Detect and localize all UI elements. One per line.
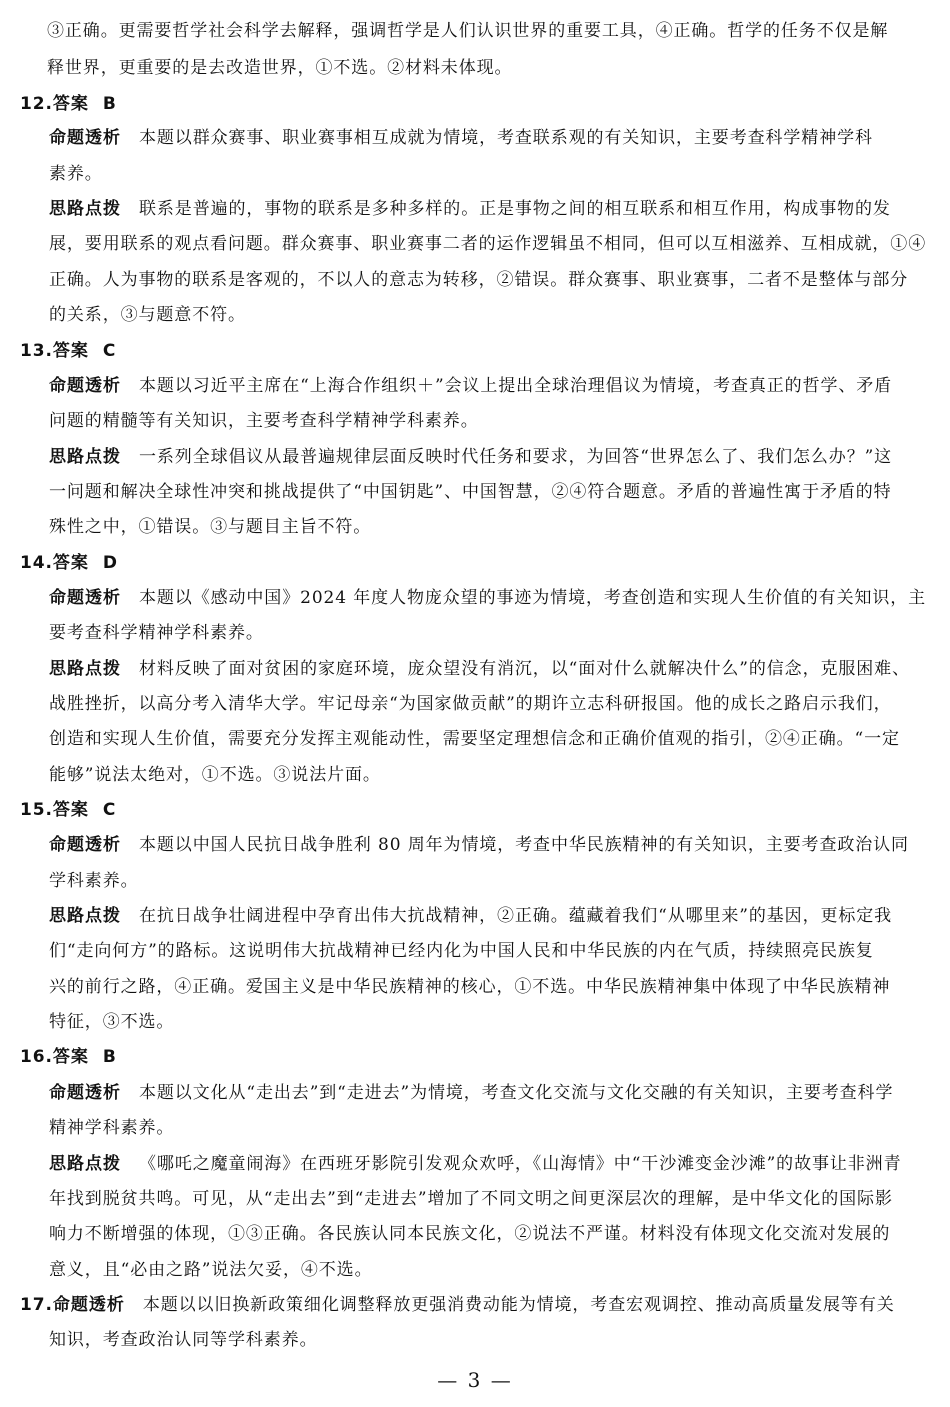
analysis-text: 本题以群众赛事、职业赛事相互成就为情境，考查联系观的有关知识，主要考查科学精神学科 bbox=[139, 128, 873, 148]
question-15-header bbox=[20, 799, 116, 821]
question-number: 13. bbox=[20, 341, 53, 361]
hint-line: 们“走向何方”的路标。这说明伟大抗战精神已经内化为中国人民和中华民族的内在气质，持续照亮民族复 bbox=[49, 941, 874, 961]
hint-label: 思路点拨 bbox=[49, 906, 121, 926]
hint-text: 材料反映了面对贫困的家庭环境，庞众望没有消沉，以“面对什么就解决什么”的信念，克服困难、 bbox=[139, 659, 910, 679]
hint-line: 殊性之中，①错误。③与题目主旨不符。 bbox=[49, 517, 372, 537]
analysis-line bbox=[49, 127, 873, 149]
question-number: 17. bbox=[20, 1295, 53, 1315]
hint-text: 在抗日战争壮阔进程中孕育出伟大抗战精神，②正确。蕴藏着我们“从哪里来”的基因，更标定我 bbox=[139, 906, 893, 926]
answer-label: 答案 bbox=[52, 800, 89, 820]
hint-line: 战胜挫折，以高分考入清华大学。牢记母亲“为国家做贡献”的期许立志科研报国。他的成长之路启示我们， bbox=[49, 694, 892, 714]
answer-label: 答案 bbox=[52, 94, 89, 114]
hint-label: 思路点拨 bbox=[49, 447, 121, 467]
question-number: 15. bbox=[20, 800, 53, 820]
question-17-header bbox=[20, 1294, 895, 1316]
analysis-line bbox=[49, 834, 909, 856]
analysis-line: 要考查科学精神学科素养。 bbox=[49, 623, 264, 643]
analysis-line: 知识，考查政治认同等学科素养。 bbox=[49, 1330, 318, 1350]
analysis-text: 本题以中国人民抗日战争胜利 80 周年为情境，考查中华民族精神的有关知识，主要考查政治认同 bbox=[139, 835, 909, 855]
hint-label: 思路点拨 bbox=[49, 199, 121, 219]
question-number: 16. bbox=[20, 1047, 53, 1067]
hint-line bbox=[49, 905, 892, 927]
analysis-text: 本题以以旧换新政策细化调整释放更强消费动能为情境，考查宏观调控、推动高质量发展等有关 bbox=[142, 1295, 895, 1315]
analysis-line bbox=[49, 587, 926, 609]
analysis-text: 本题以文化从“走出去”到“走进去”为情境，考查文化交流与文化交融的有关知识，主要考查科学 bbox=[139, 1083, 894, 1103]
hint-line: 特征，③不选。 bbox=[49, 1012, 175, 1032]
hint-line: 响力不断增强的体现，①③正确。各民族认同本民族文化，②说法不严谨。材料没有体现文化交流对发展的 bbox=[49, 1224, 891, 1244]
hint-line: 正确。人为事物的联系是客观的，不以人的意志为转移，②错误。群众赛事、职业赛事，二者不是整体与部分 bbox=[49, 270, 909, 290]
hint-line: 的关系，③与题意不符。 bbox=[49, 305, 246, 325]
analysis-label: 命题透析 bbox=[49, 376, 121, 396]
hint-line: 展，要用联系的观点看问题。群众赛事、职业赛事二者的运作逻辑虽不相同，但可以互相滋养、互相成就，①④ bbox=[49, 234, 927, 254]
hint-line: 意义，且“必由之路”说法欠妥，④不选。 bbox=[49, 1260, 373, 1280]
analysis-line: 精神学科素养。 bbox=[49, 1118, 175, 1138]
answer-label: 答案 bbox=[52, 1047, 89, 1067]
hint-text: 《哪吒之魔童闹海》在西班牙影院引发观众欢呼，《山海情》中“干沙滩变金沙滩”的故事让非洲青 bbox=[139, 1154, 902, 1174]
answer-value: B bbox=[102, 1047, 117, 1067]
analysis-label: 命题透析 bbox=[49, 128, 121, 148]
analysis-text: 本题以习近平主席在“上海合作组织＋”会议上提出全球治理倡议为情境，考查真正的哲学、矛盾 bbox=[139, 376, 893, 396]
question-12-header bbox=[20, 93, 117, 115]
hint-line bbox=[49, 198, 891, 220]
hint-text: 一系列全球倡议从最普遍规律层面反映时代任务和要求，为回答“世界怎么了、我们怎么办？”这 bbox=[139, 447, 893, 467]
analysis-label: 命题透析 bbox=[52, 1295, 125, 1315]
question-number: 12. bbox=[20, 94, 53, 114]
hint-line bbox=[49, 658, 910, 680]
hint-line bbox=[49, 1153, 901, 1175]
intro-line: 释世界，更重要的是去改造世界，①不选。②材料未体现。 bbox=[47, 58, 513, 78]
hint-line: 创造和实现人生价值，需要充分发挥主观能动性，需要坚定理想信念和正确价值观的指引，②④正确。“一定 bbox=[49, 729, 900, 749]
hint-line: 年找到脱贫共鸣。可见，从“走出去”到“走进去”增加了不同文明之间更深层次的理解，是中华文化的国际影 bbox=[49, 1189, 893, 1209]
analysis-line: 问题的精髓等有关知识，主要考查科学精神学科素养。 bbox=[49, 411, 479, 431]
answer-value: B bbox=[102, 94, 117, 114]
hint-line: 能够”说法太绝对，①不选。③说法片面。 bbox=[49, 765, 381, 785]
analysis-line: 素养。 bbox=[49, 164, 103, 184]
answer-value: D bbox=[102, 553, 118, 573]
analysis-label: 命题透析 bbox=[49, 1083, 121, 1103]
analysis-label: 命题透析 bbox=[49, 588, 121, 608]
hint-label: 思路点拨 bbox=[49, 1154, 121, 1174]
answer-value: C bbox=[102, 341, 117, 361]
answer-value: C bbox=[102, 800, 117, 820]
analysis-line bbox=[49, 375, 892, 397]
answer-label: 答案 bbox=[52, 341, 89, 361]
analysis-label: 命题透析 bbox=[49, 835, 121, 855]
question-13-header bbox=[20, 340, 116, 362]
intro-line: ③正确。更需要哲学社会科学去解释，强调哲学是人们认识世界的重要工具，④正确。哲学的任务不仅是解 bbox=[47, 21, 889, 41]
question-16-header bbox=[20, 1046, 117, 1068]
analysis-line bbox=[49, 1082, 893, 1104]
answer-label: 答案 bbox=[52, 553, 89, 573]
page-number: — 3 — bbox=[437, 1368, 513, 1392]
hint-line: 兴的前行之路，④正确。爱国主义是中华民族精神的核心，①不选。中华民族精神集中体现了中华民族精神 bbox=[49, 977, 891, 997]
analysis-line: 学科素养。 bbox=[49, 871, 139, 891]
hint-line: 一问题和解决全球性冲突和挑战提供了“中国钥匙”、中国智慧，②④符合题意。矛盾的普遍性寓于矛盾的特 bbox=[49, 482, 892, 502]
question-number: 14. bbox=[20, 553, 53, 573]
hint-line bbox=[49, 446, 892, 468]
hint-text: 联系是普遍的，事物的联系是多种多样的。正是事物之间的相互联系和相互作用，构成事物的发 bbox=[139, 199, 891, 219]
hint-label: 思路点拨 bbox=[49, 659, 121, 679]
question-14-header bbox=[20, 552, 118, 574]
analysis-text: 本题以《感动中国》2024 年度人物庞众望的事迹为情境，考查创造和实现人生价值的有关知识，主 bbox=[139, 588, 927, 608]
